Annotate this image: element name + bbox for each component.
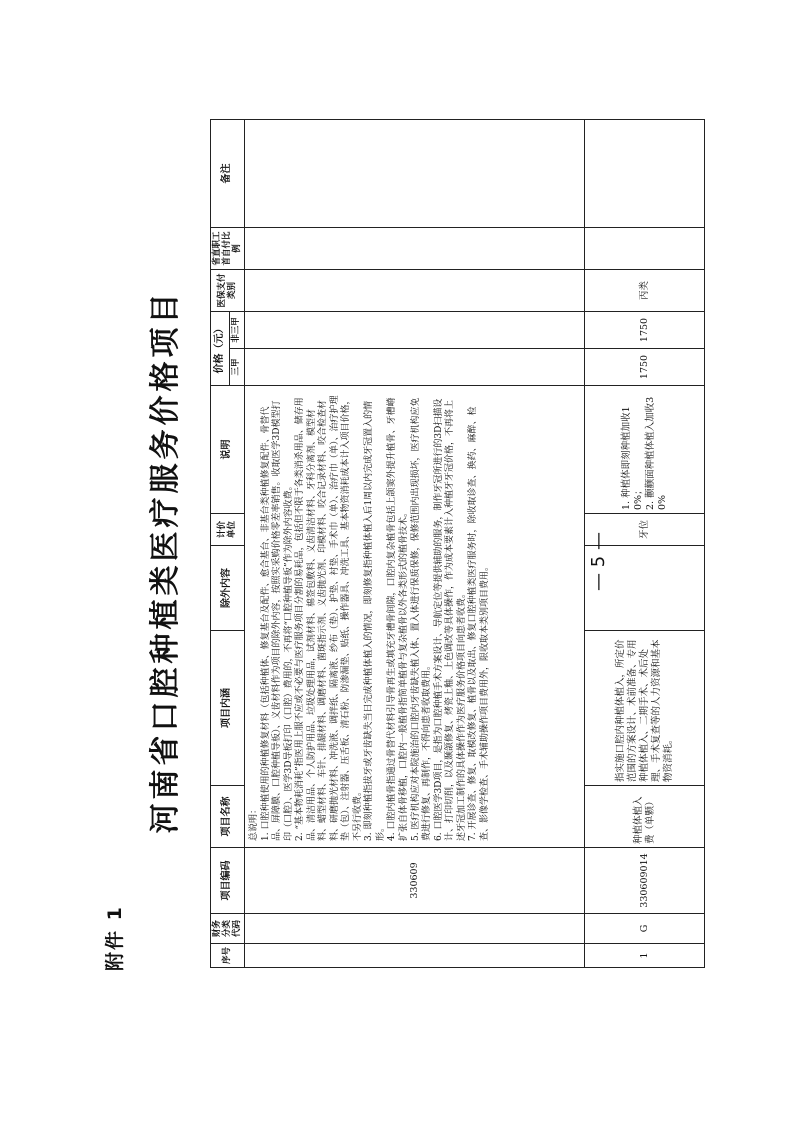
page-number: — 5 — bbox=[588, 532, 609, 591]
section-item-code: 330609 bbox=[245, 848, 585, 914]
row-price-non3a: 1750 bbox=[585, 312, 705, 349]
row-item-name: 种植体植入费（单颗） bbox=[585, 786, 705, 848]
row-unit: 牙位 bbox=[585, 514, 705, 546]
section-finance-cell bbox=[245, 914, 585, 944]
header-seq: 序号 bbox=[211, 944, 245, 968]
header-remarks: 备注 bbox=[211, 120, 245, 228]
price-table bbox=[210, 119, 705, 968]
header-finance-code: 财务分类代码 bbox=[211, 914, 245, 944]
notes-line: 1. 口腔种植使用的种植修复材料（包括种植体、修复基台及配件、愈合基台、非基台类种植修复配件、骨替代品、屏障膜、口腔种植导板）、义齿材料作为项目的除外内容，按照实采购价格零差率销售。收取医学3D模型打印（口腔）、医学3D导板打印（口腔）费用的，不再将“口腔种植导板”作为除外内容收费。 bbox=[260, 400, 294, 841]
section-self-pay bbox=[245, 228, 585, 270]
header-self-pay-ratio: 省直职工首自付比例 bbox=[211, 228, 245, 270]
header-insurance-category: 医保支付类别 bbox=[211, 270, 245, 312]
header-item-code: 项目编码 bbox=[211, 848, 245, 914]
table-header-row bbox=[211, 120, 230, 968]
header-explanation: 说明 bbox=[211, 386, 245, 514]
header-item-name: 项目名称 bbox=[211, 786, 245, 848]
header-unit: 计价单位 bbox=[211, 514, 245, 546]
notes-line: 总说明： bbox=[249, 804, 260, 841]
attachment-label: 附件 1 bbox=[104, 905, 126, 971]
row-item-code: 330609014 bbox=[585, 848, 705, 914]
row-price-tier3a: 1750 bbox=[585, 349, 705, 386]
row-finance-code: G bbox=[585, 914, 705, 944]
row-item-content: 指实施口腔内种植体植入，所定价范围的方案设计、术前准备、专用种植体植入、二期手术、术后处理、手术复查等的人力资源和基本物资消耗。 bbox=[585, 631, 705, 786]
page-title: 河南省口腔种植类医疗服务价格项目 bbox=[148, 289, 183, 834]
section-price-tier3a bbox=[245, 349, 585, 386]
header-exclusions: 除外内容 bbox=[211, 546, 245, 631]
notes-line: 4. 口腔内植骨指通过骨替代材料引导骨再生或填充牙槽骨间隙，口腔内复杂植骨包括上颌窦外提升植骨、牙槽嵴扩张自体骨移植，口腔内一般植骨指简单植骨与复杂植骨以外各类形式的植骨技术。 bbox=[387, 397, 409, 841]
section-price-non3a bbox=[245, 312, 585, 349]
notes-line: 6. 口腔医学3D项目，是指为口腔种植手术方案设计、导航定位等提供辅助的服务，制作牙冠所进行的3D扫描设计、打印切削，以及颞颌修复、烤瓷上釉、上色调改等具体操作，作为成本要素计入种植牙牙冠价格，不再将上述牙冠加工制作的具体操作作为医疗服务价格项目向患者收费。 bbox=[433, 398, 467, 841]
row-insurance-category: 丙类 bbox=[585, 270, 705, 312]
notes-line: 5. 医疗机构应对本院施治的口腔内牙齿缺失植入体、置入体进行保质保修，保修范围内出现损坏，医疗机构应免费进行修复、再制作，不得向患者收取费用。 bbox=[410, 397, 433, 841]
notes-line: 7. 开展诊查、修复、取模改修复、植骨以及取出、修复口腔种植类医疗服务时，除收取诊查、换药、麻醉、检查、影像学检查、手术辅助操作项目费用外，限收取本类别项目费用。 bbox=[468, 406, 490, 841]
header-price-non3a: 非三甲 bbox=[229, 312, 245, 349]
header-item-content: 项目内涵 bbox=[211, 631, 245, 786]
general-notes bbox=[245, 386, 585, 848]
notes-line: 3. 即刻种植指拔牙或牙齿缺失当日完成种植体植入的情况，即刻修复指种植体植入后1周以内完成牙冠置入的情形。 bbox=[364, 400, 386, 841]
row-seq: 1 bbox=[585, 944, 705, 968]
notes-line: 2. “基本物耗消耗”指医用上服不应或不必要与医疗服务项目分割的易耗品，包括但不限于各类消杀用品、储存用品、清洁用品、个人防护用品、垃圾处理用品，试剂材料、棉签包敷料、义齿清洁材料、牙科分离剂、模型材料、蜡型材料、车针、排龈材料、调磨材料、菌斑指示剂、义齿抛光剂、印模材料、咬合记录材料、咬合检查材料、研磨抛光材料、冲洗液、调拌纸、隔离液、纱布（垫）、护垫、衬垫、手术巾（单）、治疗巾（单）、治疗护理垫（包）、注射器、压舌板、清石粉、防渗漏垫、贴纸、操作器具、冲洗工具、基本物资消耗成本计入项目价格，不另行收费。 bbox=[295, 395, 363, 841]
explanation-line: 2. 颧颧面种植体植入加收30% bbox=[644, 396, 668, 510]
header-price-tier3a: 三甲 bbox=[229, 349, 245, 386]
section-seq-cell bbox=[245, 944, 585, 968]
section-remarks bbox=[245, 120, 585, 228]
explanation-line: 1. 种植体即刻种植加收10%； bbox=[621, 406, 644, 510]
header-price-group: 价格（元） bbox=[211, 312, 230, 386]
section-insurance bbox=[245, 270, 585, 312]
section-row bbox=[245, 120, 585, 968]
